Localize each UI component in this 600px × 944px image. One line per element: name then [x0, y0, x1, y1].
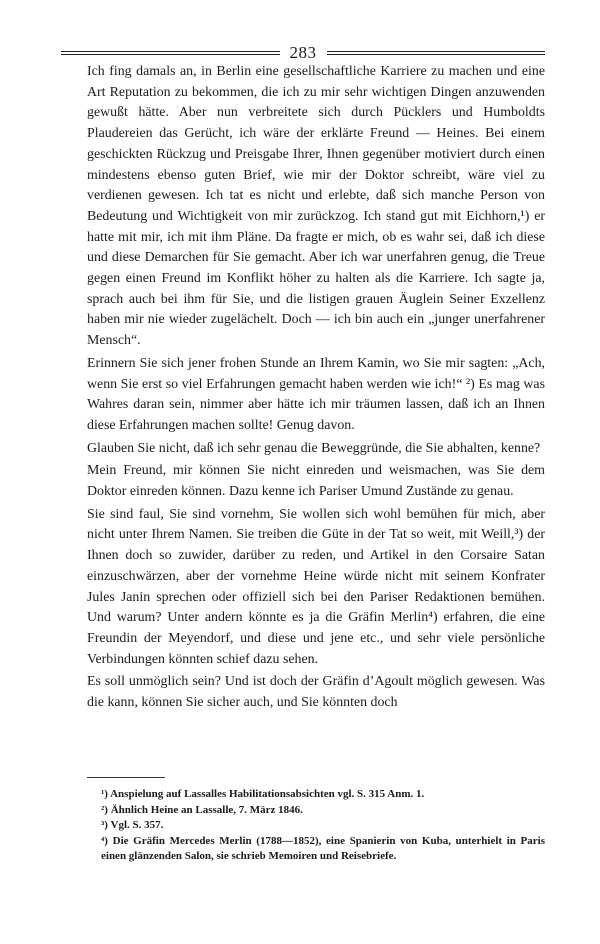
- page-number: 283: [289, 43, 317, 62]
- header-rule-right: [327, 51, 546, 55]
- footnote: ³) Vgl. S. 357.: [101, 819, 164, 831]
- footnote-separator: [87, 777, 165, 778]
- paragraph: Erinnern Sie sich jener frohen Stunde an Ihrem Kamin, wo Sie mir sagten: „Ach, wenn Sie erst so viel Erfahrungen gemacht haben werden wie ich!“ ²) Es mag was Wahres daran sein, nimmer aber hätte ich mir träumen lassen, daß ich an Ihnen diese Erfahrungen machen sollte! Genug davon.: [87, 355, 545, 433]
- footnote: ²) Ähnlich Heine an Lassalle, 7. März 1846.: [101, 803, 303, 816]
- paragraph: Es soll unmöglich sein? Und ist doch der Gräfin d’Agoult möglich gewesen. Was die kann, können Sie sicher auch, und Sie könnten doch: [87, 674, 545, 711]
- paragraph: Ich fing damals an, in Berlin eine gesellschaftliche Karriere zu machen und eine Art Reputation zu bekommen, die ich zu mir sehr wichtigen Dingen anzuwenden gewußt hätte. Aber nun verbreitete sich durch Pücklers und Humboldts Plaudereien das Gerücht, ich wäre der erklärte Freund — Heines. Bei einem geschickten Rückzug und Preisgabe Ihrer, Ihnen gegenüber motiviert durch einen mindestens ebenso guten Brief, wie mir der Doktor schreibt, wäre viel zu verdienen gewesen. Ich tat es nicht und erlebte, daß sich manche Person von Bedeutung und Wichtigkeit von mir zurückzog. Ich stand gut mit Eichhorn,¹) er hatte mit mir, ich mit ihm Pläne. Da fragte er mich, ob es wahr sei, daß ich diese und diese Demarchen für Sie gemacht. Aber ich war unerfahren genug, die Treue gegen einen Freund im Konflikt höher zu halten als die Karriere. Ich sagte ja, sprach auch bei ihm für Sie, und die listigen grauen Äuglein Seiner Exzellenz haben mir nie wieder zugelächelt. Doch — ich bin auch ein „junger unerfahrener Mensch“.: [87, 64, 545, 349]
- paragraph: Glauben Sie nicht, daß ich sehr genau die Beweggründe, die Sie abhalten, kenne?: [87, 440, 541, 456]
- paragraph: Mein Freund, mir können Sie nicht einreden und weismachen, was Sie dem Doktor einreden können. Dazu kenne ich Pariser Umund Zustände zu genau.: [87, 463, 545, 500]
- footnote: ¹) Anspielung auf Lassalles Habilitationsabsichten vgl. S. 315 Anm. 1.: [101, 788, 425, 800]
- footnotes: [87, 787, 545, 865]
- paragraph: Sie sind faul, Sie sind vornehm, Sie wollen sich wohl bemühen für mich, aber nicht unter Ihrem Namen. Sie treiben die Güte in der Tat so weit, mit Weill,³) der Ihnen doch so zuwider, darüber zu reden, und Artikel in den Corsaire Satan einzuschwärzen, aber der vornehme Heine würde nicht mit seinem Konfrater Jules Janin sprechen oder offiziell sich bei den Pariser Redaktionen bemühen. Und warum? Unter andern könnte es ja die Gräfin Merlin⁴) erfahren, die eine Freundin der Meyendorf, und diese und jene etc., und sehr viele persönliche Verbindungen könnten schief dazu sehen.: [87, 506, 545, 667]
- body-text: [87, 62, 545, 714]
- header-rule-left: [61, 51, 280, 55]
- footnote: ⁴) Die Gräfin Mercedes Merlin (1788—1852), eine Spanierin von Kuba, unterhielt in Paris einen glänzenden Salon, sie schrieb Memoiren und Reisebriefe.: [101, 834, 545, 862]
